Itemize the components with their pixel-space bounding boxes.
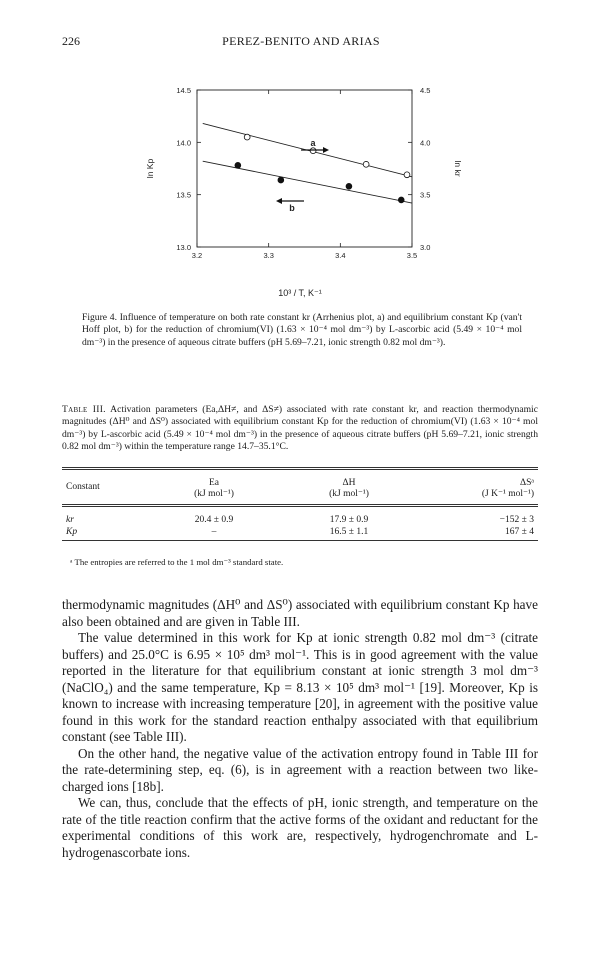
body-text — [62, 597, 538, 861]
fit-line-b — [203, 161, 412, 203]
data-point-a — [363, 161, 369, 167]
series-name-a: a — [310, 138, 316, 148]
x-tick-label: 3.2 — [191, 251, 203, 260]
table-row — [62, 526, 538, 541]
row-constant: Kp — [62, 526, 154, 541]
x-axis-label: 10³ / T, K⁻¹ — [278, 288, 322, 298]
row-constant: kr — [66, 515, 74, 525]
col-unit-ea: (kJ mol⁻¹) — [154, 488, 274, 506]
right-tick-label: 3.5 — [420, 190, 431, 200]
left-tick-label: 13.0 — [176, 243, 191, 252]
col-header-constant: Constant — [62, 469, 154, 506]
series-name-b: b — [289, 203, 295, 213]
x-tick-label: 3.4 — [335, 251, 346, 260]
x-tick-label: 3.3 — [263, 251, 274, 260]
running-head: PEREZ-BENITO AND ARIAS — [222, 34, 380, 48]
table-row — [62, 506, 538, 527]
table-label: Table III. — [62, 404, 106, 415]
row-ea: – — [154, 526, 274, 541]
figure-caption: Figure 4. Influence of temperature on both rate constant kr (Arrhenius plot, a) and equilibrium constant Kp (van't Hoff plot, b) for the reduction of chromium(VI) (1.63 × 10⁻⁴ mol dm⁻³) by L-ascorbic acid (5.49 × 10⁻⁴ mol dm⁻³) in the presence of aqueous citrate buffers (pH 5.69–7.21, ionic strength 0.82 mol dm⁻³). — [82, 312, 522, 348]
data-point-a — [404, 172, 410, 178]
left-tick-label: 14.0 — [176, 138, 191, 148]
body-paragraph: We can, thus, conclude that the effects of pH, ionic strength, and temperature on the rate of the title reaction confirm that the active forms of the oxidant and reductant for the experimental conditions of this work are, respectively, hydrogenchromate and L-hydrogenascorbate ions. — [62, 795, 538, 860]
left-tick-label: 13.5 — [176, 190, 191, 200]
data-point-a — [310, 148, 316, 154]
col-header-dh: ΔH — [274, 469, 424, 489]
left-axis-label: ln Kp — [145, 158, 155, 179]
page-number: 226 — [62, 34, 80, 48]
col-unit-dh: (kJ mol⁻¹) — [274, 488, 424, 506]
activation-parameters-table — [62, 467, 538, 541]
right-tick-label: 3.0 — [420, 243, 431, 252]
arrhenius-vanthoff-chart — [0, 0, 600, 310]
table-caption — [62, 404, 538, 454]
left-tick-label: 14.5 — [176, 86, 191, 95]
body-paragraph: On the other hand, the negative value of the activation entropy found in Table III for the rate-determining step, eq. (6), is in agreement with a reaction between two like-charged ions [18b]. — [62, 745, 538, 794]
row-ea: 20.4 ± 0.9 — [194, 515, 234, 525]
right-tick-label: 4.0 — [420, 138, 431, 148]
row-dh: 17.9 ± 0.9 — [329, 515, 369, 525]
data-point-b — [235, 162, 241, 168]
series-label-b — [276, 198, 304, 213]
x-tick-label: 3.5 — [406, 251, 418, 260]
row-ds: 167 ± 4 — [424, 526, 538, 541]
data-point-a — [244, 134, 250, 140]
series-arrow-head — [276, 198, 282, 204]
data-point-b — [278, 177, 284, 183]
body-paragraph: thermodynamic magnitudes (ΔH⁰ and ΔS⁰) associated with equilibrium constant Kp have also been obtained and are given in Table III. — [62, 597, 538, 629]
data-point-b — [398, 197, 404, 203]
data-point-b — [346, 183, 352, 189]
table-footnote: ᵃ The entropies are referred to the 1 mol dm⁻³ standard state. — [70, 557, 284, 567]
col-header-ea: Ea — [154, 469, 274, 489]
right-tick-label: 4.5 — [420, 86, 431, 95]
col-header-ds: ΔSᵃ — [424, 469, 538, 489]
row-dh: 16.5 ± 1.1 — [274, 526, 424, 541]
table-caption-text: Activation parameters (Ea,ΔH≠, and ΔS≠) associated with rate constant kr, and reaction thermodynamic magnitudes (ΔH⁰ and ΔS⁰) associated with equilibrium constant Kp for the reduction of chromium(VI) (1.63 × 10⁻⁴ mol dm⁻³) by L-ascorbic acid (5.49 × 10⁻⁴ mol dm⁻³) in the presence of aqueous citrate buffers (pH 5.69–7.21, ionic strength 0.82 mol dm⁻³) within the temperature range 14.7–35.1°C. — [62, 404, 538, 453]
row-ds: −152 ± 3 — [499, 515, 534, 525]
series-arrow-head — [323, 147, 329, 153]
body-paragraph: The value determined in this work for Kp at ionic strength 0.82 mol dm⁻³ (citrate buffers) and 25.0°C is 6.95 × 10⁵ dm³ mol⁻¹. This is in good agreement with the value reported in the literature for that equilibrium constant at ionic strength 3 mol dm⁻³ (NaClO₄) and the same temperature, Kp = 8.13 × 10⁵ dm³ mol⁻¹ [19]. Moreover, Kp is known to increase with increasing temperature [20], in agreement with the positive value found in this work for the standard reaction enthalpy associated with that equilibrium constant (see Table III). — [62, 630, 538, 744]
col-unit-ds: (J K⁻¹ mol⁻¹) — [424, 488, 538, 506]
right-axis-label: ln kr — [453, 160, 463, 177]
